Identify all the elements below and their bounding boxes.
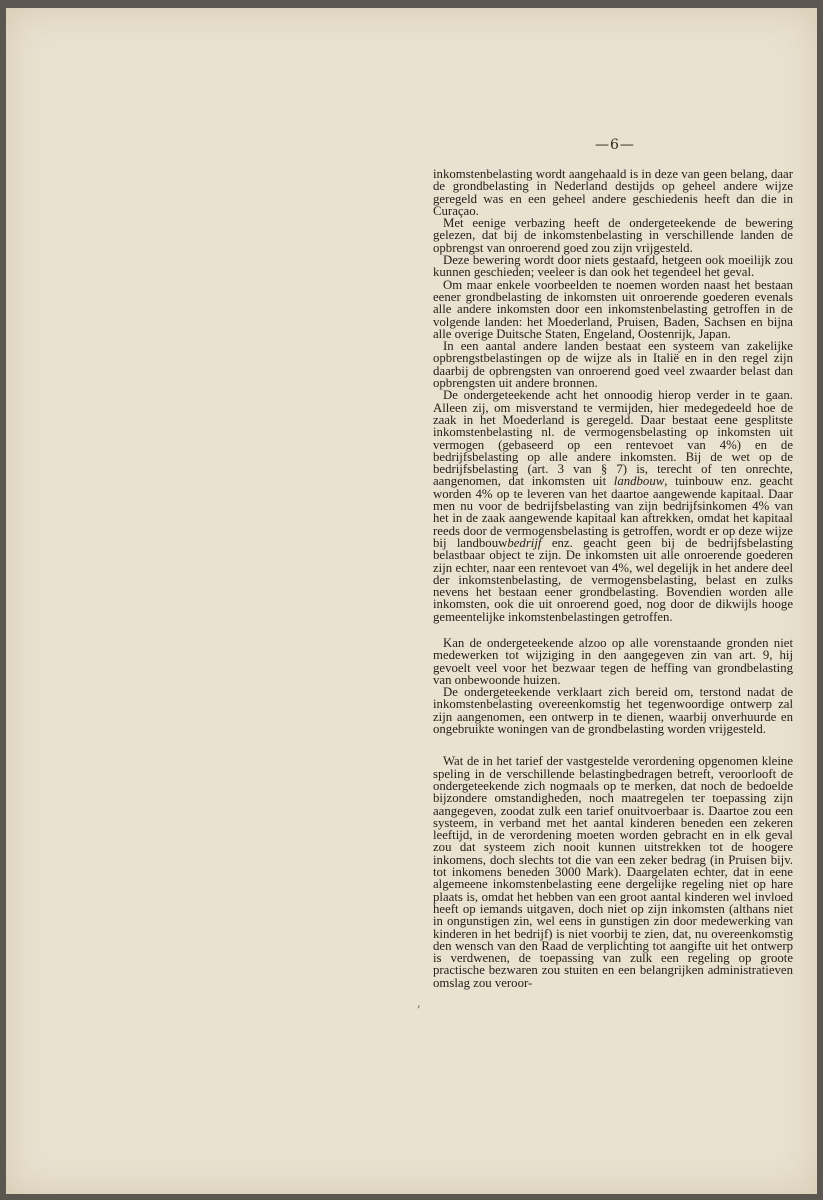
paragraph-6-end: enz. geacht geen bij de bedrijfsbelasting belastbaar object te zijn. De inkomsten uit alle onroerende goederen zijn echter, naar een rentevoet van 4%, wel degelijk in het andere deel der inkomstenbelasting, de vermogensbelasting, belast en zulks nevens het bestaan eener grondbelasting. Bovendien worden alle inkomsten, ook die uit onroerend goed, nog door de dikwijls hooge gemeentelijke inkomstenbelastingen getroffen. [433, 535, 793, 624]
italic-landbouw: landbouw [613, 474, 665, 489]
page-number: —6— [595, 137, 635, 153]
document-page [6, 8, 817, 1194]
paragraph-6 [433, 389, 793, 623]
margin-mark: , [417, 996, 421, 1010]
paragraph-5: In een aantal andere landen bestaat een systeem van zakelijke opbrengstbelastingen op de wijze als in Italië en in den regel zijn daarbij de opbrengsten van onroerend goed veel zwaarder belast dan opbrengsten uit andere bronnen. [433, 339, 793, 391]
paragraph-8: De ondergeteekende verklaart zich bereid om, terstond nadat de inkomstenbelasting overeenkomstig het tegenwoordige ontwerp zal zijn aangenomen, een ontwerp in te dienen, waarbij onverhuurde en ongebruikte woningen van de grondbelasting worden vrijgesteld. [433, 685, 793, 737]
paragraph-4: Om maar enkele voorbeelden te noemen worden naast het bestaan eener grondbelasting de inkomsten uit onroerende goederen evenals alle andere inkomsten door een inkomstenbelasting getroffen in de volgende landen: het Moederland, Pruisen, Baden, Sachsen en bijna alle overige Duitsche Staten, Engeland, Oostenrijk, Japan. [433, 277, 793, 341]
paragraph-1: inkomstenbelasting wordt aangehaald is in deze van geen belang, daar de grondbelasting in Nederland destijds op geheel andere wijze geregeld was en een geheel andere geschiedenis heeft dan die in Curaçao. [433, 167, 793, 218]
paragraph-2: Met eenige verbazing heeft de ondergeteekende de bewering gelezen, dat bij de inkomstenbelasting in verschillende landen de opbrengst van onroerend goed zou zijn vrijgesteld. [433, 216, 793, 255]
text-column [433, 168, 793, 989]
paragraph-6-middle: , tuinbouw enz. geacht worden 4% op te leveren van het daartoe aangewende kapitaal. Daar men nu voor de bedrijfsbelasting van zijn bedrijfsinkomen 4% van het in de zaak aangewende kapitaal kan aftrekken, omdat het kapitaal reeds door de vermogensbelasting is getroffen, wordt er op deze wijze bij landbouw [433, 474, 793, 550]
paragraph-9: Wat de in het tarief der vastgestelde verordening opgenomen kleine speling in de verschillende belastingbedragen betreft, veroorlooft de ondergeteekende zich nogmaals op te merken, dat noch de bedoelde bijzondere omstandigheden, noch maatregelen ter toepassing zijn aangegeven, zoodat zulk een tarief onuitvoerbaar is. Daartoe zou een systeem, in verband met het aantal kinderen beneden een zekeren leeftijd, in de verordening moeten worden gebracht en in elk geval zou dat systeem zich nooit kunnen uitstrekken tot de hoogere inkomens, doch slechts tot die van een zeker bedrag (in Pruisen bijv. tot inkomens beneden 3000 Mark). Daargelaten echter, dat in eene algemeene inkomstenbelasting eene dergelijke regeling niet op hare plaats is, omdat het hebben van een groot aantal kinderen wel invloed heeft op iemands uitgaven, doch niet op zijn inkomsten (althans niet in ongunstigen zin, wel eens in gunstigen zin door medewerking van kinderen in het bedrijf) is niet voorbij te zien, dat, nu overeenkomstig den wensch van den Raad de verplichting tot aangifte uit het ontwerp is verdwenen, de toepassing van zulk een regeling op groote practische bezwaren zou stuiten en een belangrijken administratieven omslag zou veroor- [433, 754, 793, 990]
paragraph-6-start: De ondergeteekende acht het onnoodig hierop verder in te gaan. Alleen zij, om misverstand te vermijden, hier medegedeeld hoe de zaak in het Moederland is geregeld. Daar bestaat eene gesplitste inkomstenbelasting nl. de vermogensbelasting op inkomsten uit vermogen (gebaseerd op een rentevoet van 4%) en de bedrijfsbelasting op alle andere inkomsten. Bij de wet op de bedrijfsbelasting (art. 3 van § 7) is, terecht of ten onrechte, aangenomen, dat inkomsten uit [433, 388, 793, 489]
italic-bedrijf: bedrijf [507, 535, 542, 550]
paragraph-7: Kan de ondergeteekende alzoo op alle vorenstaande gronden niet medewerken tot wijziging in den aangegeven zin van art. 9, hij gevoelt veel voor het bezwaar tegen de heffing van grondbelasting van onbewoonde huizen. [433, 635, 793, 687]
paragraph-3: Deze bewering wordt door niets gestaafd, hetgeen ook moeilijk zou kunnen geschieden; veeleer is dan ook het tegendeel het geval. [433, 253, 793, 280]
